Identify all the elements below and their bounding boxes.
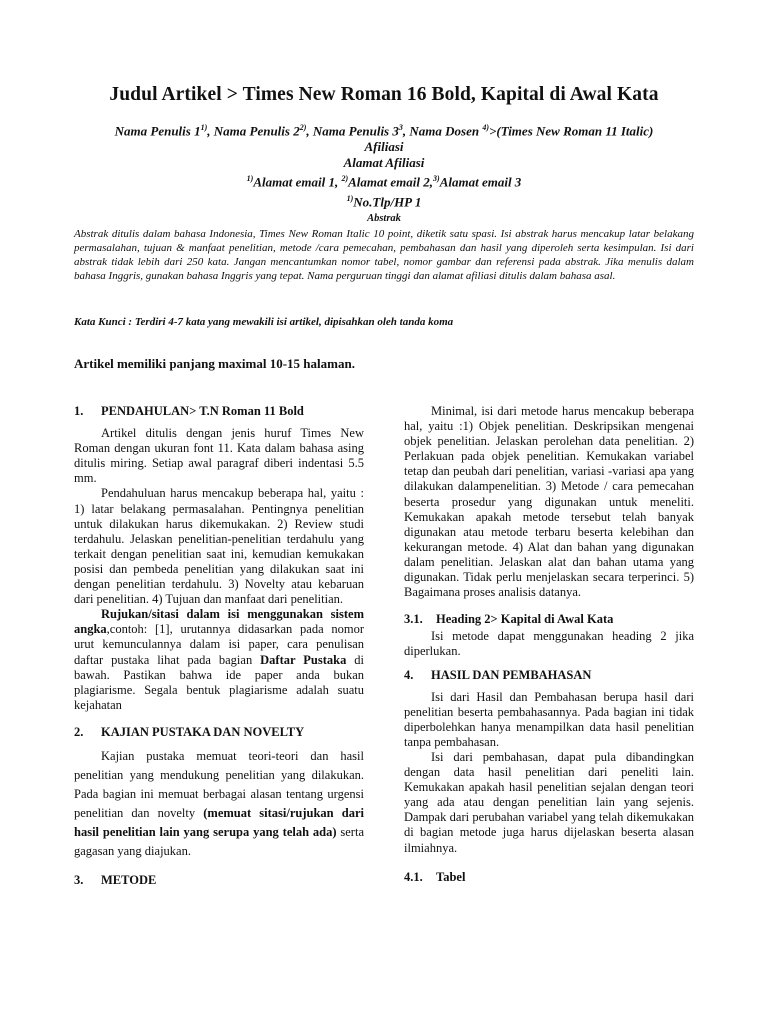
email-2-sup: 2) [341, 174, 349, 184]
bold-phrase: Rujukan/sitasi dalam isi menggunakan sistem angka [74, 607, 364, 637]
author-format-note: >(Times New Roman 11 Italic) [489, 123, 654, 139]
abstract-body: Abstrak ditulis dalam bahasa Indonesia, Times New Roman Italic 10 point, diketik satu spasi. Isi abstrak harus mencakup latar belakang permasalahan, tujuan & manfaat penelitian, metode /cara pemecahan, pembahasan dan hasil yang diperoleh serta kesimpulan. Isi dari abstrak tidak lebih dari 250 kata. Jangan mencantumkan nomor tabel, nomor gambar dan referensi pada abstrak. Jika menulis dalam bahasa Inggris, gunakan bahasa Inggris yang tepat. Nama perguruan tinggi dan alamat afiliasi ditulis dalam bahasa asal. [74, 228, 694, 282]
author-names-line [0, 120, 768, 139]
section-heading-2 [74, 725, 364, 740]
advisor-sup: 4) [482, 123, 489, 132]
author-3: , Nama Penulis 3 [306, 123, 399, 139]
phone-line [0, 191, 768, 210]
email-1-sup: 1) [246, 174, 254, 184]
subsection-heading-3-1 [404, 612, 694, 627]
phone: No.Tlp/HP 1 [353, 193, 422, 209]
author-3-sup: 3 [398, 123, 403, 132]
section-title: HASIL DAN PEMBAHASAN [431, 667, 592, 682]
email-1: Alamat email 1, [253, 174, 342, 190]
right-column [404, 404, 694, 892]
keywords: Kata Kunci : Terdiri 4-7 kata yang mewakili isi artikel, dipisahkan oleh tanda koma [74, 316, 454, 328]
text-run: di bawah. Pastikan bahwa ide paper anda bukan plagiarisme. Segala bentuk plagiarisme adalah suatu kejahatan [74, 652, 364, 712]
author-1: Nama Penulis 1 [114, 123, 201, 139]
section-number: 1. [74, 404, 84, 418]
author-2-sup: 2) [299, 123, 307, 132]
author-1-sup: 1) [200, 123, 208, 132]
section-number: 3.1. [404, 612, 423, 627]
length-note: Artikel memiliki panjang maximal 10-15 halaman. [74, 356, 355, 371]
author-2: , Nama Penulis 2 [207, 123, 300, 139]
phone-sup: 1) [346, 193, 354, 203]
email-line [0, 171, 768, 190]
paragraph [74, 747, 364, 861]
advisor: , Nama Dosen [402, 123, 483, 139]
email-2: Alamat email 2, [348, 174, 434, 190]
text-run: ,contoh: [1], urutannya didasarkan pada nomor urut kemunculannya dalam isi paper, cara penulisan daftar pustaka lihat pada bagian [74, 622, 364, 667]
email-3: Alamat email 3 [439, 174, 522, 190]
abstract-heading: Abstrak [367, 213, 401, 224]
section-number: 4. [404, 667, 414, 682]
text-run: Kajian pustaka memuat teori-teori dan hasil penelitian yang mendukung penelitian yang dilakukan. Pada bagian ini memuat berbagai alasan tentang urgensi penelitian dan novelty [74, 748, 364, 820]
paragraph: Isi dari pembahasan, dapat pula dibandingkan dengan data hasil penelitian dari peneliti lain. Kemukakan apakah hasil penelitian sejalan dengan teori yang ada atau dengan penelitian lain yang sejenis. Dampak dari perubahan variabel yang telah dikemukakan di bagian metode juga harus dijelaskan beserta alasan ilmiahnya. [404, 749, 694, 855]
text-run: serta gagasan yang diajukan. [74, 824, 364, 858]
section-title: METODE [101, 872, 157, 887]
article-title: Judul Artikel > Times New Roman 16 Bold, Kapital di Awal Kata [109, 84, 659, 105]
subsection-heading-4-1 [404, 870, 694, 885]
paragraph: Pendahuluan harus mencakup beberapa hal, yaitu : 1) latar belakang permasalahan. Pentingnya penelitian untuk dilakukan harus dikemukakan. 2) Review studi terdahulu. Jelaskan penelitian-penelitian terdahulu yang terkait dengan penelitian saat ini, kemudian kemukakan posisi dan pembeda penelitian yang dilakukan saat ini dengan penelitian terdahulu. 3) Novelty atau kebaruan dari penelitian. 4) Tujuan dan manfaat dari penelitian. [74, 486, 364, 607]
left-column [74, 404, 364, 895]
paragraph [74, 607, 364, 713]
section-number: 2. [74, 724, 84, 739]
section-heading-3 [74, 873, 364, 888]
section-heading-4 [404, 668, 694, 683]
section-title: KAJIAN PUSTAKA DAN NOVELTY [101, 724, 305, 739]
author-block [0, 120, 768, 210]
paragraph: Minimal, isi dari metode harus mencakup beberapa hal, yaitu :1) Objek penelitian. Deskripsikan mengenai objek penelitian. Jelaskan perolehan data penelitian. 2) Perlakuan pada objek penelitian. Kemukakan variabel tetap dan peubah dari penelitian, variasi -variasi apa yang dilakukan dalampenelitian. 3) Metode / cara pemecahan beserta prosedur yang digunakan untuk meneliti. Kemukakan apakah metode tersebut telah banyak digunakan atau metode terbaru beserta kelebihan dan kekurangan metode. 4) Alat dan bahan yang digunakan dalam penelitian. Jelaskan alat dan bahan utama yang digunakan. Tidak perlu menjelaskan secara terperinci. 5) Bagaimana proses analisis datanya. [404, 404, 694, 600]
paragraph: Isi metode dapat menggunakan heading 2 jika diperlukan. [404, 629, 694, 659]
section-title: Tabel [436, 869, 466, 884]
section-title: Heading 2> Kapital di Awal Kata [436, 612, 614, 627]
email-3-sup: 3) [433, 174, 440, 184]
bold-phrase: (memuat sitasi/rujukan dari hasil penelitian lain yang serupa yang telah ada) [74, 805, 365, 839]
affiliation: Afiliasi [364, 139, 404, 155]
section-heading-1 [74, 404, 364, 419]
section-number: 3. [74, 872, 84, 887]
paragraph: Artikel ditulis dengan jenis huruf Times New Roman dengan ukuran font 11. Kata dalam bahasa asing ditulis miring. Setiap awal paragraf diberi indentasi 5.5 mm. [74, 426, 364, 486]
section-title: PENDAHULAN> T.N Roman 11 Bold [101, 404, 304, 418]
bold-phrase: Daftar Pustaka [260, 652, 347, 667]
section-number: 4.1. [404, 869, 423, 884]
paragraph: Isi dari Hasil dan Pembahasan berupa hasil dari penelitian beserta pembahasannya. Pada bagian ini tidak diperbolehkan hanya menampilkan data hasil penelitian tanpa pembahasan. [404, 689, 694, 749]
affiliation-address: Alamat Afiliasi [343, 155, 425, 171]
